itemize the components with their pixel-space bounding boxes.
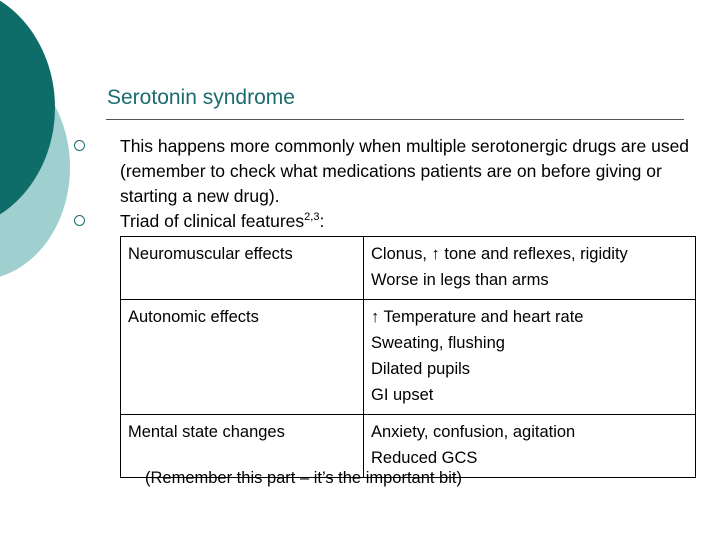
slide-title: Serotonin syndrome [107,86,295,109]
bullet-text: This happens more commonly when multiple serotonergic drugs are used (remember to check what medications patients are on before giving or starting a new drug). [120,136,690,206]
features-cell [364,300,696,415]
title-divider [106,119,684,120]
bullet-circle-icon [74,215,85,226]
feature-line: Worse in legs than arms [371,271,549,289]
table-row [121,300,696,415]
feature-line: ↑ Temperature and heart rate [371,308,584,326]
table-row [121,237,696,300]
category-cell: Mental state changes [121,415,364,478]
category-cell: Autonomic effects [121,300,364,415]
features-cell [364,237,696,300]
citation-superscript: 2,3 [304,211,320,224]
bullet-suffix: : [319,211,325,231]
bullet-text-main: Triad of clinical features [120,211,305,231]
bullet-circle-icon [74,140,85,151]
feature-line: GI upset [371,386,434,404]
clinical-features-table [120,236,696,478]
feature-line: Dilated pupils [371,360,471,378]
feature-line: Reduced GCS [371,449,478,467]
feature-line: Anxiety, confusion, agitation [371,423,576,441]
footnote-remark: (Remember this part – it’s the important bit) [145,469,462,487]
category-cell: Neuromuscular effects [121,237,364,300]
bullet-text [120,209,690,234]
feature-line: Sweating, flushing [371,334,505,352]
feature-line: Clonus, ↑ tone and reflexes, rigidity [371,245,628,263]
